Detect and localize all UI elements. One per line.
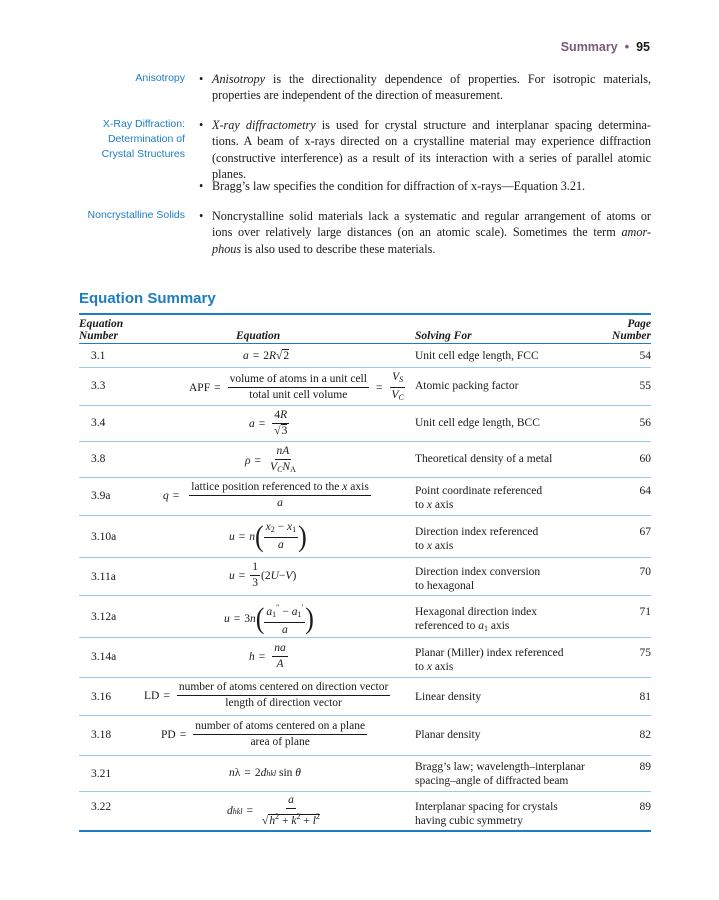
row-number: 3.8 <box>91 453 106 465</box>
row-equation: h = $\frac{na}{A}$ <box>249 642 286 670</box>
summary-label: X-Ray Diffraction: Determination of Crystal Structures <box>101 118 185 160</box>
table-row <box>79 368 651 406</box>
table-top-rule <box>79 313 651 315</box>
header-page-number: Page Number <box>612 318 651 342</box>
table-row <box>79 516 651 558</box>
table-row <box>79 678 651 716</box>
row-equation: u = 3 n ( $\frac{a_1'' - a_1'}{a}$ ) <box>224 601 314 636</box>
row-page: 70 <box>639 566 651 578</box>
equation-summary-title: Equation Summary <box>79 290 216 307</box>
table-row <box>79 716 651 756</box>
row-solving-for: Unit cell edge length, FCC <box>415 350 539 362</box>
table-row <box>79 792 651 830</box>
bullet-dot: • <box>199 72 204 86</box>
bullet-dot: • <box>199 179 204 193</box>
row-solving-for: Unit cell edge length, BCC <box>415 417 540 429</box>
row-number: 3.16 <box>91 691 112 703</box>
row-number: 3.22 <box>91 801 112 813</box>
row-equation: n λ = 2 d hkl sin θ <box>229 767 301 779</box>
bullet-dot: • <box>199 118 204 132</box>
table-row <box>79 596 651 638</box>
row-page: 81 <box>639 691 651 703</box>
row-equation: d hkl = $\frac{a}{√h^2 + k^2 + l^2}$ <box>227 794 320 827</box>
row-page: 54 <box>639 350 651 362</box>
row-equation: a = $\frac{4R}{√3}$ <box>249 409 288 437</box>
running-head <box>561 40 650 54</box>
row-equation: PD = $\frac{\text{number of atoms centered on a plane}}{\text{area of plane}}$ <box>161 720 366 748</box>
table-row <box>79 638 651 678</box>
row-number: 3.12a <box>91 611 117 623</box>
row-page: 71 <box>639 606 651 618</box>
row-solving-for: Point coordinate referenced to x axis <box>415 485 543 511</box>
header-solving-for: Solving For <box>415 330 472 342</box>
row-solving-for: Direction index conversion to hexagonal <box>415 566 541 592</box>
row-number: 3.18 <box>91 729 112 741</box>
row-equation: a = 2 R √ 2 <box>243 349 290 362</box>
row-page: 75 <box>639 647 651 659</box>
bullet-dot: • <box>199 209 204 223</box>
row-equation: q = $\frac{\text{lattice position referenced to the x axis}}{a}$ <box>163 481 369 509</box>
row-number: 3.21 <box>91 768 112 780</box>
row-page: 82 <box>639 729 651 741</box>
row-number: 3.1 <box>91 350 106 362</box>
row-solving-for: Planar density <box>415 729 481 741</box>
running-head-page-number: 95 <box>636 40 650 54</box>
row-number: 3.14a <box>91 651 117 663</box>
row-equation: u = n ( $\frac{x_2 - x_1}{a}$ ) <box>229 519 307 553</box>
row-equation: ρ = $\frac{nA}{V_CN_A}$ <box>245 445 296 474</box>
table-bottom-rule <box>79 830 651 832</box>
table-row <box>79 442 651 478</box>
table-row <box>79 558 651 596</box>
row-solving-for: Atomic packing factor <box>415 380 519 392</box>
table-row <box>79 343 651 368</box>
table-row <box>79 756 651 792</box>
row-number: 3.9a <box>91 490 111 502</box>
table-row <box>79 478 651 516</box>
row-solving-for: Planar (Miller) index referenced to x axis <box>415 647 564 673</box>
row-solving-for: Linear density <box>415 691 482 703</box>
summary-label: Noncrystalline Solids <box>87 209 185 221</box>
row-page: 56 <box>639 417 651 429</box>
row-number: 3.3 <box>91 380 106 392</box>
row-page: 67 <box>639 526 651 538</box>
row-solving-for: Direction index referenced to x axis <box>415 526 539 552</box>
row-number: 3.11a <box>91 571 116 583</box>
summary-bullet: • Anisotropy is the directionality dependence of properties. For isotropic materials, properties are independent of the direction of measurement. <box>199 72 651 103</box>
row-equation: APF = $\frac{\text{volume of atoms in a unit cell}}{\text{total unit cell volume}}$ = $\frac{V_S}{V_C}$ <box>189 371 404 402</box>
row-page: 55 <box>639 380 651 392</box>
running-head-section: Summary <box>560 40 618 54</box>
row-page: 89 <box>639 761 651 773</box>
row-page: 89 <box>639 801 651 813</box>
row-number: 3.4 <box>91 417 106 429</box>
summary-bullet: • X-ray diffractometry is used for crystal structure and interplanar spacing determina- tions. A beam of x-rays directed on a crystalline material may experience diffraction (constructive interference) as a result of its interaction with a series of parallel atomic planes. <box>199 118 651 182</box>
row-equation: u = $\frac{1}{3}$ (2 U − V ) <box>229 561 297 589</box>
summary-bullet: • Noncrystalline solid materials lack a systematic and regular arrangement of atoms or ions over relatively large distances (on an atomic scale). Sometimes the term amor- phous is also used to describe these materials. <box>199 209 651 256</box>
row-solving-for: Bragg’s law; wavelength–interplanar spacing–angle of diffracted beam <box>415 761 585 787</box>
row-page: 64 <box>639 485 651 497</box>
header-equation: Equation <box>236 330 281 342</box>
row-solving-for: Theoretical density of a metal <box>415 453 553 465</box>
header-equation-number: Equation Number <box>79 318 124 342</box>
running-head-separator: • <box>624 40 630 54</box>
row-solving-for: Interplanar spacing for crystals having cubic symmetry <box>415 801 558 827</box>
row-equation: LD = $\frac{\text{number of atoms centered on direction vector}}{\text{length of direction vector}}$ <box>144 681 389 709</box>
summary-bullet: • Bragg’s law specifies the condition for diffraction of x-rays—Equation 3.21. <box>199 179 586 193</box>
row-solving-for: Hexagonal direction index referenced to $a_1$ axis <box>415 606 537 633</box>
summary-label: Anisotropy <box>135 72 185 84</box>
table-row <box>79 406 651 442</box>
row-number: 3.10a <box>91 531 117 543</box>
row-page: 60 <box>639 453 651 465</box>
